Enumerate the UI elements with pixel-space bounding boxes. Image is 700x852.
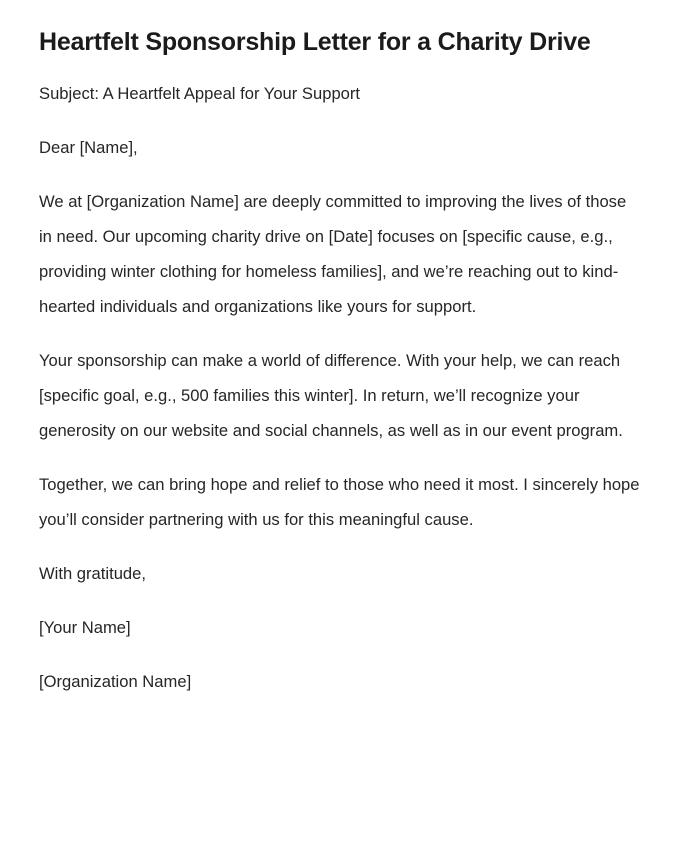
sender-organization: [Organization Name] <box>39 672 192 691</box>
sign-off: With gratitude, <box>39 564 146 583</box>
intro-paragraph: We at [Organization Name] are deeply committed to improving the lives of those in need. Our upcoming charity drive on [Date] focuses on [specific cause, e.g., providing winter clothing for homeless families], and we’re reaching out to kind-hearted individuals and organizations like yours for support. <box>39 192 627 316</box>
closing-paragraph: Together, we can bring hope and relief to those who need it most. I sincerely hope you’ll consider partnering with us for this meaningful cause. <box>39 475 640 529</box>
page-title: Heartfelt Sponsorship Letter for a Charity Drive <box>39 28 591 56</box>
subject-line: Subject: A Heartfelt Appeal for Your Support <box>39 84 361 103</box>
appeal-paragraph: Your sponsorship can make a world of difference. With your help, we can reach [specific goal, e.g., 500 families this winter]. In return, we’ll recognize your generosity on our website and social channels, as well as in our event program. <box>39 351 623 440</box>
sender-name: [Your Name] <box>39 618 131 637</box>
salutation: Dear [Name], <box>39 138 138 157</box>
